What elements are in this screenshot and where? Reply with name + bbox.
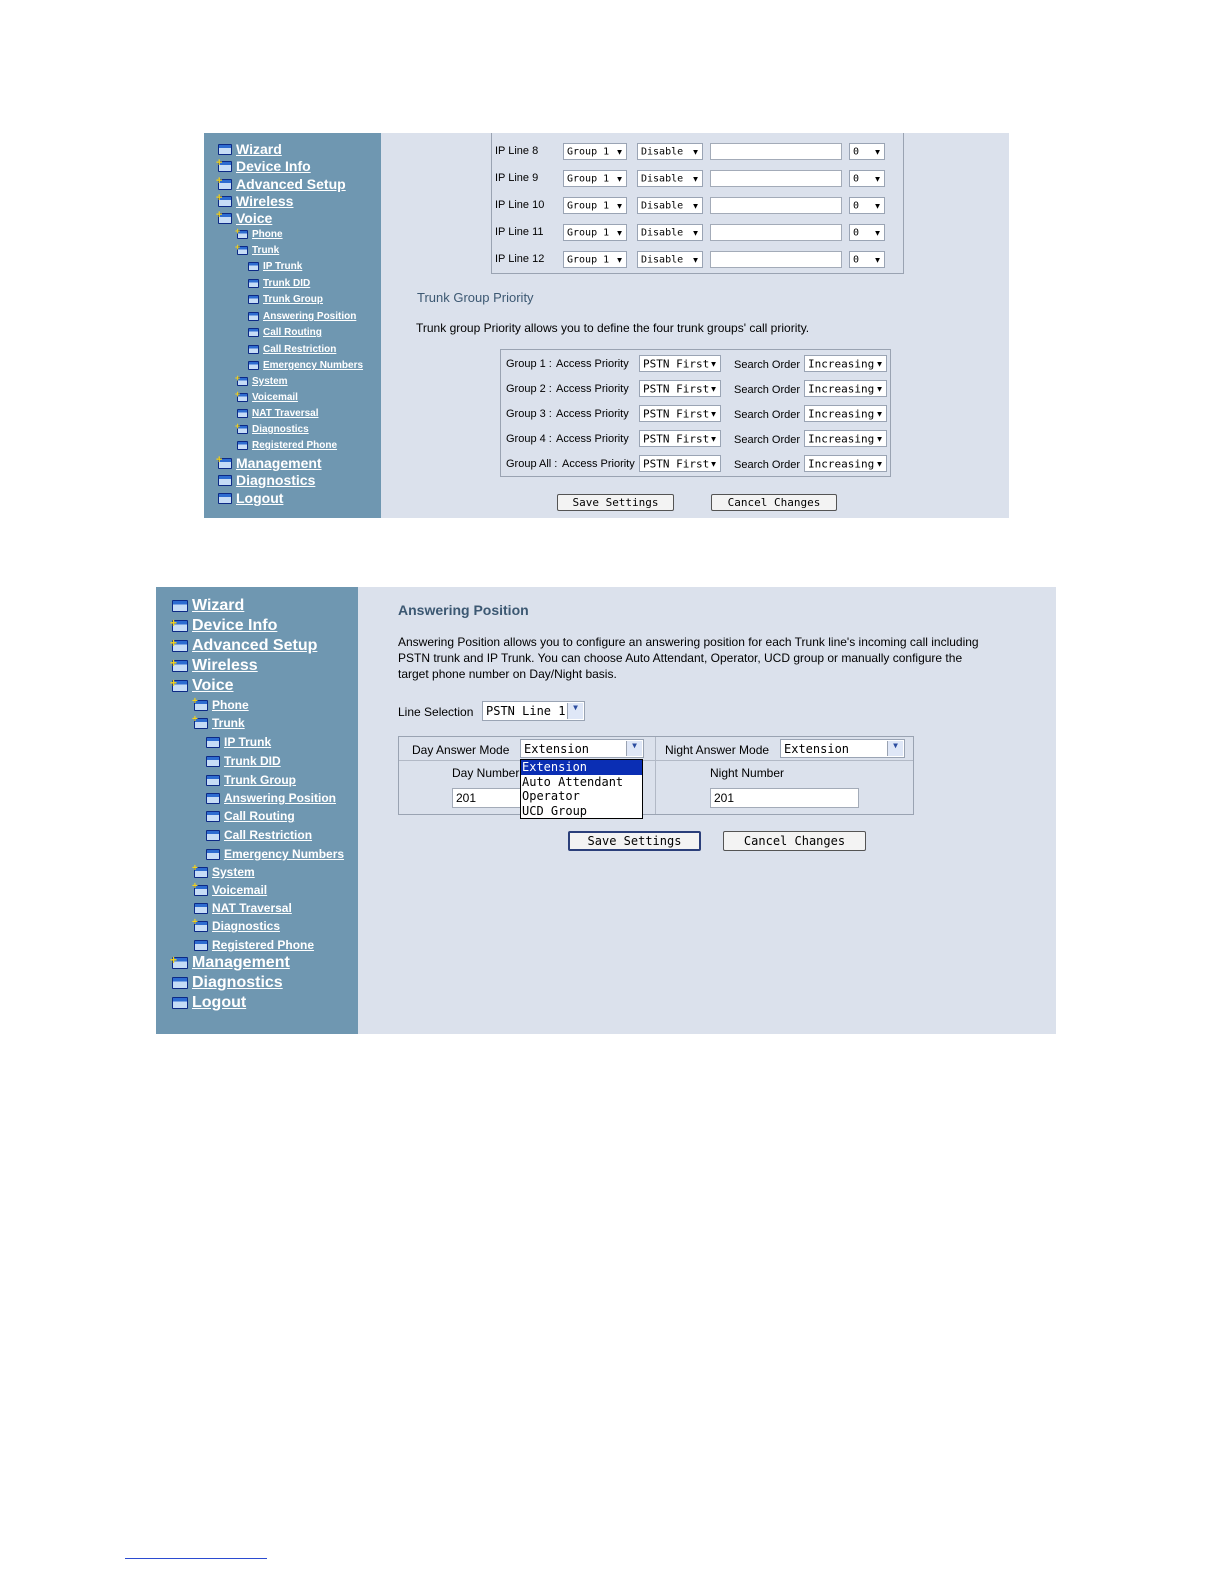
day-answer-mode-label: Day Answer Mode	[412, 743, 510, 757]
caret-down-icon: ▼	[711, 359, 716, 368]
nav-trunk-group-link[interactable]: Trunk Group	[263, 294, 323, 305]
nav-device-info-link[interactable]: Device Info	[192, 617, 278, 634]
mode-select[interactable]	[637, 170, 703, 187]
folder-icon	[206, 737, 220, 748]
search-order-select[interactable]	[804, 430, 887, 447]
folder-icon	[172, 997, 188, 1009]
folder-icon	[172, 600, 188, 612]
nav-phone-link[interactable]: Phone	[212, 698, 249, 712]
nav-trunk-group[interactable]	[248, 294, 323, 305]
nav-wireless-link[interactable]: Wireless	[236, 193, 294, 209]
caret-down-icon: ▼	[617, 147, 622, 156]
day-answer-mode-dropdown-list	[520, 759, 643, 819]
nav-nat-traversal-link[interactable]: NAT Traversal	[252, 408, 319, 419]
access-priority-select[interactable]	[639, 355, 721, 372]
search-order-select[interactable]	[804, 405, 887, 422]
folder-icon	[206, 811, 220, 822]
nav-call-restriction-link[interactable]: Call Restriction	[224, 828, 313, 842]
access-priority-select[interactable]	[639, 455, 721, 472]
ip-line-input[interactable]	[710, 197, 842, 214]
nav-trunk-link[interactable]: Trunk	[252, 245, 280, 256]
access-priority-label: Access Priority	[556, 408, 629, 420]
day-number-value: 201	[456, 791, 477, 805]
search-order-value: Increasing	[808, 357, 875, 370]
mode-select-value: Disable	[641, 254, 684, 265]
caret-down-icon: ▼	[693, 228, 698, 237]
caret-down-icon: ▼	[875, 174, 880, 183]
save-settings-button[interactable]: Save Settings	[557, 494, 674, 511]
nav-advanced-setup-link[interactable]: Advanced Setup	[192, 637, 318, 654]
nav-call-restriction[interactable]	[206, 828, 312, 842]
sidebar	[204, 133, 381, 518]
nav-diagnostics[interactable]	[172, 974, 283, 992]
ip-line-label: IP Line 9	[495, 172, 539, 184]
description-line: PSTN trunk and IP Trunk. You can choose Auto Attendant, Operator, UCD group or manually configure the	[398, 651, 963, 665]
number-select[interactable]	[849, 143, 885, 160]
folder-icon	[218, 493, 232, 504]
mode-select[interactable]	[637, 224, 703, 241]
nav-trunk-did[interactable]	[248, 278, 310, 289]
nav-device-info[interactable]	[218, 158, 311, 174]
folder-plus-icon: +	[218, 196, 232, 207]
folder-plus-icon: +	[172, 957, 188, 969]
number-select-value: 0	[853, 227, 860, 238]
caret-down-icon: ▼	[875, 228, 880, 237]
access-priority-select[interactable]	[639, 380, 721, 397]
folder-icon	[206, 775, 220, 786]
access-priority-value: PSTN First	[643, 382, 710, 395]
caret-down-icon: ▼	[875, 147, 880, 156]
table-divider	[399, 760, 913, 761]
nav-diagnostics-sub-link[interactable]: Diagnostics	[252, 424, 309, 435]
access-priority-select[interactable]	[639, 430, 721, 447]
nav-trunk-did[interactable]	[206, 754, 281, 768]
folder-plus-icon: +	[237, 425, 248, 434]
ip-line-input[interactable]	[710, 143, 842, 160]
folder-plus-icon: +	[237, 377, 248, 386]
folder-plus-icon: +	[218, 458, 232, 469]
nav-logout[interactable]	[172, 994, 246, 1012]
nav-management[interactable]	[218, 455, 322, 471]
group-select-value: Group 1	[567, 227, 610, 238]
access-priority-label: Access Priority	[562, 458, 635, 470]
search-order-label: Search Order	[734, 409, 801, 421]
folder-icon	[237, 441, 248, 450]
search-order-value: Increasing	[808, 432, 875, 445]
nav-phone[interactable]	[192, 695, 249, 712]
caret-down-icon: ▼	[693, 174, 698, 183]
folder-icon	[237, 409, 248, 418]
dropdown-option[interactable]: Extension	[521, 760, 642, 775]
nav-emergency-numbers-link[interactable]: Emergency Numbers	[224, 847, 345, 861]
nav-wireless[interactable]	[218, 193, 293, 209]
caret-down-icon: ▼	[693, 201, 698, 210]
number-select[interactable]	[849, 251, 885, 268]
access-priority-label: Access Priority	[556, 433, 629, 445]
folder-plus-icon: +	[237, 393, 248, 402]
caret-down-icon: ▼	[877, 409, 882, 418]
mode-select[interactable]	[637, 143, 703, 160]
folder-plus-icon: +	[237, 230, 248, 239]
access-priority-label: Access Priority	[556, 358, 629, 370]
line-selection-value: PSTN Line 1	[486, 704, 566, 718]
number-select-value: 0	[853, 200, 860, 211]
ip-line-label: IP Line 12	[495, 253, 545, 265]
nav-advanced-setup-link[interactable]: Advanced Setup	[236, 176, 346, 192]
caret-down-icon: ▼	[711, 384, 716, 393]
nav-call-routing-link[interactable]: Call Routing	[263, 327, 322, 338]
nav-trunk[interactable]	[192, 713, 245, 730]
nav-voicemail-link[interactable]: Voicemail	[252, 392, 298, 403]
mode-select[interactable]	[637, 251, 703, 268]
description-line: Answering Position allows you to configure an answering position for each Trunk line's incoming call including	[398, 635, 979, 649]
access-priority-select[interactable]	[639, 405, 721, 422]
page-title: Answering Position	[398, 602, 529, 618]
dropdown-option[interactable]: Auto Attendant	[522, 774, 624, 789]
search-order-label: Search Order	[734, 384, 801, 396]
nav-ip-trunk[interactable]	[248, 261, 302, 272]
nav-wireless-link[interactable]: Wireless	[192, 657, 258, 674]
caret-down-icon: ▼	[711, 459, 716, 468]
group-label: Group 4 :	[506, 433, 552, 445]
nav-logout-link[interactable]: Logout	[236, 490, 284, 506]
day-number-label: Day Number	[452, 766, 520, 780]
access-priority-value: PSTN First	[643, 407, 710, 420]
nav-registered-phone[interactable]	[194, 938, 314, 952]
mode-select[interactable]	[637, 197, 703, 214]
caret-down-icon: ▼	[617, 255, 622, 264]
group-select[interactable]	[563, 251, 627, 268]
ip-line-label: IP Line 8	[495, 145, 539, 157]
table-divider	[655, 737, 656, 814]
nav-registered-phone[interactable]	[237, 440, 337, 451]
group-select-value: Group 1	[567, 173, 610, 184]
sidebar	[156, 587, 358, 1034]
dropdown-arrow-icon: ▼	[887, 741, 903, 756]
folder-plus-icon: +	[194, 867, 208, 878]
caret-down-icon: ▼	[617, 201, 622, 210]
caret-down-icon: ▼	[617, 174, 622, 183]
folder-plus-icon: +	[237, 246, 248, 255]
access-priority-value: PSTN First	[643, 457, 710, 470]
nav-answering-position-link[interactable]: Answering Position	[263, 311, 357, 322]
caret-down-icon: ▼	[877, 384, 882, 393]
night-number-value: 201	[714, 791, 735, 805]
nav-voicemail[interactable]	[235, 389, 298, 403]
nav-answering-position[interactable]	[206, 791, 336, 805]
nav-diagnostics-sub-link[interactable]: Diagnostics	[212, 919, 281, 933]
mode-select-value: Disable	[641, 200, 684, 211]
nav-logout-link[interactable]: Logout	[192, 994, 247, 1011]
nav-ip-trunk-link[interactable]: IP Trunk	[224, 735, 272, 749]
caret-down-icon: ▼	[693, 255, 698, 264]
night-number-input[interactable]	[710, 788, 859, 808]
nav-voice-link[interactable]: Voice	[236, 210, 273, 226]
nav-wizard[interactable]	[172, 597, 244, 615]
mode-select-value: Disable	[641, 146, 684, 157]
nav-wizard[interactable]	[218, 141, 282, 157]
nav-voicemail[interactable]	[192, 880, 268, 897]
folder-plus-icon: +	[172, 680, 188, 692]
dropdown-arrow-icon: ▼	[626, 741, 642, 756]
night-number-label: Night Number	[710, 766, 785, 780]
folder-plus-icon: +	[172, 660, 188, 672]
nav-phone[interactable]	[235, 226, 283, 240]
caret-down-icon: ▼	[877, 434, 882, 443]
nav-registered-phone-link[interactable]: Registered Phone	[252, 440, 338, 451]
nav-voice[interactable]	[218, 210, 272, 226]
group-select-value: Group 1	[567, 200, 610, 211]
description-line: target phone number on Day/Night basis.	[398, 667, 617, 681]
nav-emergency-numbers-link[interactable]: Emergency Numbers	[263, 360, 364, 371]
nav-call-restriction-link[interactable]: Call Restriction	[263, 344, 337, 355]
group-select-value: Group 1	[567, 254, 610, 265]
nav-diagnostics-sub[interactable]	[235, 421, 309, 435]
folder-plus-icon: +	[194, 885, 208, 896]
number-select[interactable]	[849, 170, 885, 187]
nav-voicemail-link[interactable]: Voicemail	[212, 883, 268, 897]
search-order-label: Search Order	[734, 359, 801, 371]
folder-icon	[206, 756, 220, 767]
cancel-changes-button[interactable]: Cancel Changes	[711, 494, 837, 511]
folder-icon	[218, 475, 232, 486]
dropdown-option[interactable]: UCD Group	[522, 803, 588, 818]
nav-trunk-did-link[interactable]: Trunk DID	[263, 278, 311, 289]
save-settings-button[interactable]: Save Settings	[568, 831, 701, 851]
search-order-value: Increasing	[808, 457, 875, 470]
search-order-select[interactable]	[804, 355, 887, 372]
day-answer-mode-value: Extension	[524, 741, 590, 756]
mode-select-value: Disable	[641, 227, 684, 238]
group-label: Group All :	[506, 458, 558, 470]
group-select-value: Group 1	[567, 146, 610, 157]
nav-trunk[interactable]	[235, 242, 280, 256]
ip-line-input[interactable]	[710, 170, 842, 187]
nav-management-link[interactable]: Management	[236, 455, 322, 471]
folder-icon	[248, 279, 259, 288]
nav-advanced-setup[interactable]	[172, 637, 317, 655]
caret-down-icon: ▼	[711, 434, 716, 443]
nav-diagnostics[interactable]	[218, 472, 315, 488]
search-order-select[interactable]	[804, 455, 887, 472]
line-selection-label: Line Selection	[398, 705, 474, 719]
nav-nat-traversal[interactable]	[237, 408, 319, 419]
night-answer-mode-label: Night Answer Mode	[665, 743, 770, 757]
nav-logout[interactable]	[218, 490, 283, 506]
number-select-value: 0	[853, 254, 860, 265]
nav-emergency-numbers[interactable]	[248, 360, 363, 371]
dropdown-arrow-icon: ▼	[567, 703, 583, 719]
folder-plus-icon: +	[194, 921, 208, 932]
night-answer-mode-select[interactable]	[780, 739, 905, 758]
nav-voice-link[interactable]: Voice	[192, 677, 234, 694]
folder-plus-icon: +	[172, 620, 188, 632]
nav-device-info[interactable]	[172, 617, 277, 635]
content-area	[358, 587, 1056, 1034]
nav-management-link[interactable]: Management	[192, 954, 290, 971]
ip-line-input[interactable]	[710, 251, 842, 268]
nav-call-routing[interactable]	[248, 327, 322, 338]
nav-answering-position-link[interactable]: Answering Position	[224, 791, 337, 805]
nav-device-info-link[interactable]: Device Info	[236, 158, 311, 174]
search-order-select[interactable]	[804, 380, 887, 397]
group-label: Group 2 :	[506, 383, 552, 395]
number-select-value: 0	[853, 173, 860, 184]
folder-icon	[194, 940, 208, 951]
nav-phone-link[interactable]: Phone	[252, 229, 283, 240]
section-title: Trunk Group Priority	[417, 290, 534, 305]
nav-trunk-did-link[interactable]: Trunk DID	[224, 754, 281, 768]
cancel-changes-button[interactable]: Cancel Changes	[723, 831, 866, 851]
ip-line-input[interactable]	[710, 224, 842, 241]
nav-voice[interactable]	[172, 677, 234, 695]
group-select[interactable]	[563, 197, 627, 214]
dropdown-option[interactable]: Operator	[522, 789, 580, 803]
ip-line-label: IP Line 11	[495, 226, 544, 238]
number-select-value: 0	[853, 146, 860, 157]
folder-icon	[218, 144, 232, 155]
folder-icon	[248, 312, 259, 321]
folder-icon	[194, 903, 208, 914]
access-priority-label: Access Priority	[556, 383, 629, 395]
folder-plus-icon: +	[194, 718, 208, 729]
nav-advanced-setup[interactable]	[218, 176, 346, 192]
nav-trunk-group[interactable]	[206, 773, 296, 787]
nav-call-restriction[interactable]	[248, 344, 336, 355]
access-priority-value: PSTN First	[643, 357, 710, 370]
nav-wizard-link[interactable]: Wizard	[192, 597, 245, 614]
folder-icon	[172, 977, 188, 989]
number-select[interactable]	[849, 197, 885, 214]
group-label: Group 3 :	[506, 408, 552, 420]
group-select[interactable]	[563, 224, 627, 241]
footnote-divider	[125, 1558, 267, 1559]
nav-ip-trunk[interactable]	[206, 735, 271, 749]
folder-icon	[248, 361, 259, 370]
mode-select-value: Disable	[641, 173, 684, 184]
nav-system-link[interactable]: System	[212, 865, 255, 879]
screenshot-trunk-group-priority	[204, 133, 1009, 518]
nav-nat-traversal-link[interactable]: NAT Traversal	[212, 901, 292, 915]
search-order-label: Search Order	[734, 434, 801, 446]
nav-ip-trunk-link[interactable]: IP Trunk	[263, 261, 303, 272]
line-selection-select[interactable]	[482, 701, 585, 721]
nav-emergency-numbers[interactable]	[206, 847, 344, 861]
caret-down-icon: ▼	[877, 459, 882, 468]
nav-trunk-link[interactable]: Trunk	[212, 716, 245, 730]
nav-system[interactable]	[235, 373, 288, 387]
folder-plus-icon: +	[172, 640, 188, 652]
nav-system-link[interactable]: System	[252, 376, 288, 387]
caret-down-icon: ▼	[875, 201, 880, 210]
nav-diagnostics-sub[interactable]	[192, 916, 281, 933]
nav-answering-position[interactable]	[248, 311, 356, 322]
nav-registered-phone-link[interactable]: Registered Phone	[212, 938, 315, 952]
nav-wireless[interactable]	[172, 657, 258, 675]
section-description: Trunk group Priority allows you to define the four trunk groups' call priority.	[416, 321, 810, 335]
folder-plus-icon: +	[218, 161, 232, 172]
search-order-value: Increasing	[808, 407, 875, 420]
content-area	[381, 133, 1009, 518]
nav-diagnostics-link[interactable]: Diagnostics	[192, 974, 283, 991]
search-order-label: Search Order	[734, 459, 801, 471]
night-answer-mode-value: Extension	[784, 741, 850, 756]
screenshot-answering-position	[156, 587, 1056, 1034]
caret-down-icon: ▼	[877, 359, 882, 368]
search-order-value: Increasing	[808, 382, 875, 395]
folder-icon	[206, 830, 220, 841]
access-priority-value: PSTN First	[643, 432, 710, 445]
number-select[interactable]	[849, 224, 885, 241]
folder-icon	[248, 328, 259, 337]
folder-plus-icon: +	[194, 700, 208, 711]
group-select[interactable]	[563, 143, 627, 160]
folder-icon	[248, 345, 259, 354]
folder-plus-icon: +	[218, 179, 232, 190]
ip-line-label: IP Line 10	[495, 199, 545, 211]
caret-down-icon: ▼	[711, 409, 716, 418]
nav-trunk-group-link[interactable]: Trunk Group	[224, 773, 296, 787]
caret-down-icon: ▼	[617, 228, 622, 237]
day-answer-mode-select[interactable]	[520, 739, 644, 758]
nav-wizard-link[interactable]: Wizard	[236, 141, 282, 157]
group-select[interactable]	[563, 170, 627, 187]
nav-call-routing-link[interactable]: Call Routing	[224, 809, 295, 823]
group-label: Group 1 :	[506, 358, 552, 370]
nav-management[interactable]	[172, 954, 290, 972]
nav-system[interactable]	[192, 862, 255, 879]
folder-icon	[206, 793, 220, 804]
nav-diagnostics-link[interactable]: Diagnostics	[236, 472, 316, 488]
nav-nat-traversal[interactable]	[194, 901, 292, 915]
folder-icon	[206, 849, 220, 860]
folder-icon	[248, 262, 259, 271]
caret-down-icon: ▼	[693, 147, 698, 156]
folder-icon	[248, 295, 259, 304]
nav-call-routing[interactable]	[206, 809, 295, 823]
folder-plus-icon: +	[218, 213, 232, 224]
caret-down-icon: ▼	[875, 255, 880, 264]
